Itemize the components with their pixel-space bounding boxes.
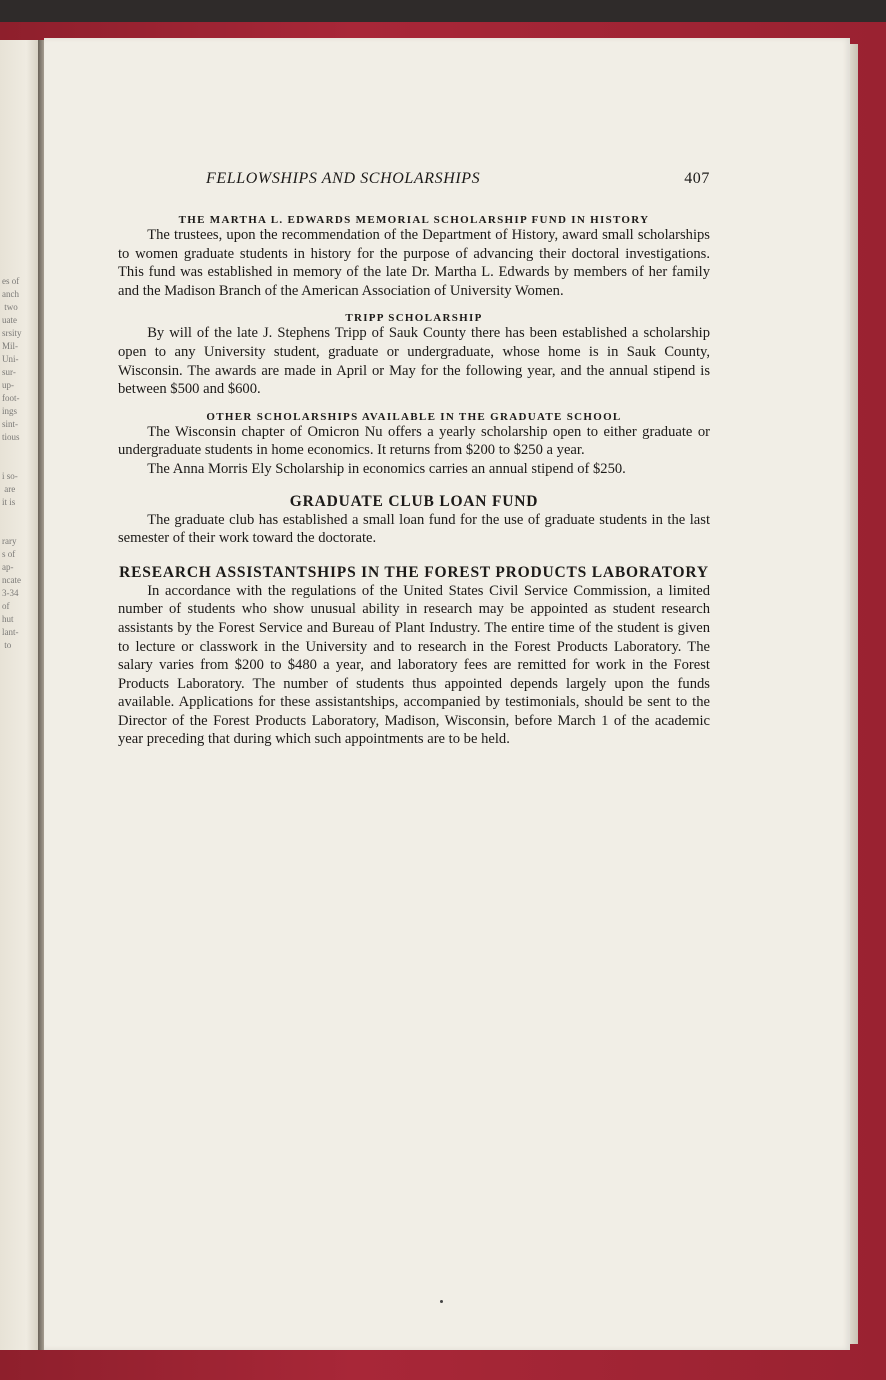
- previous-page-fragment: [0, 40, 38, 1350]
- section-heading-tripp-scholarship: TRIPP SCHOLARSHIP: [345, 312, 483, 325]
- section-heading-research-assistantships: RESEARCH ASSISTANTSHIPS IN THE FOREST PRODUCTS LABORATORY: [119, 563, 709, 581]
- paragraph-edwards-fund: The trustees, upon the recommendation of the Department of History, award small scholarships to women graduate students in history for the purpose of advancing their doctoral investigations. This fund was established in memory of the late Dr. Martha L. Edwards by members of her family and the Madison Branch of the American Association of University Women.: [118, 227, 710, 299]
- section-heading-edwards-fund: THE MARTHA L. EDWARDS MEMORIAL SCHOLARSHIP FUND IN HISTORY: [178, 214, 650, 226]
- previous-page-text-fragments: es of anch two uate srsity Mil- Uni- sur- up- foot- ings sint- tious i so- are it is rary s of ap- ncate 3-34 of hut lant- to: [2, 276, 22, 650]
- page-speck: [440, 1300, 443, 1303]
- section-heading-other-scholarships: OTHER SCHOLARSHIPS AVAILABLE IN THE GRADUATE SCHOOL: [206, 410, 622, 423]
- page-number: 407: [684, 170, 710, 187]
- paragraph-research-assistantships: In accordance with the regulations of the United States Civil Service Commission, a limited number of students who show unusual ability in research may be appointed as student research assistants by the Forest Service and Bureau of Plant Industry. The entire time of the student is given to lecture or classwork in the University and to research in the Forest Products Laboratory. The salary varies from $200 to $480 a year, and laboratory fees are remitted for work in the Forest Products Laboratory. The number of students thus appointed depends largely upon the funds available. Applications for these assistantships, accompanied by testimonials, should be sent to the Director of the Forest Products Laboratory, Madison, Wisconsin, before March 1 of the academic year preceding that during which such appointments are to be held.: [118, 582, 710, 748]
- paragraph-anna-morris-ely: The Anna Morris Ely Scholarship in economics carries an annual stipend of $250.: [147, 460, 626, 477]
- paragraph-tripp-scholarship: By will of the late J. Stephens Tripp of Sauk County there has been established a scholarship open to any University student, graduate or undergraduate, whose home is in Sauk County, Wisconsin. The awards are made in April or May for the following year, and the annual stipend is between $500 and $600.: [118, 325, 710, 398]
- page-content: [118, 170, 710, 749]
- section-heading-loan-fund: GRADUATE CLUB LOAN FUND: [289, 492, 539, 510]
- paragraph-loan-fund: The graduate club has established a small loan fund for the use of graduate students in the last semester of their work toward the doctorate.: [118, 511, 710, 547]
- paragraph-omicron-nu: The Wisconsin chapter of Omicron Nu offers a yearly scholarship open to either graduate or undergraduate students in home economics. It returns from $200 to $250 a year.: [118, 423, 710, 459]
- running-head: [118, 170, 710, 194]
- running-head-title: FELLOWSHIPS AND SCHOLARSHIPS: [206, 170, 481, 187]
